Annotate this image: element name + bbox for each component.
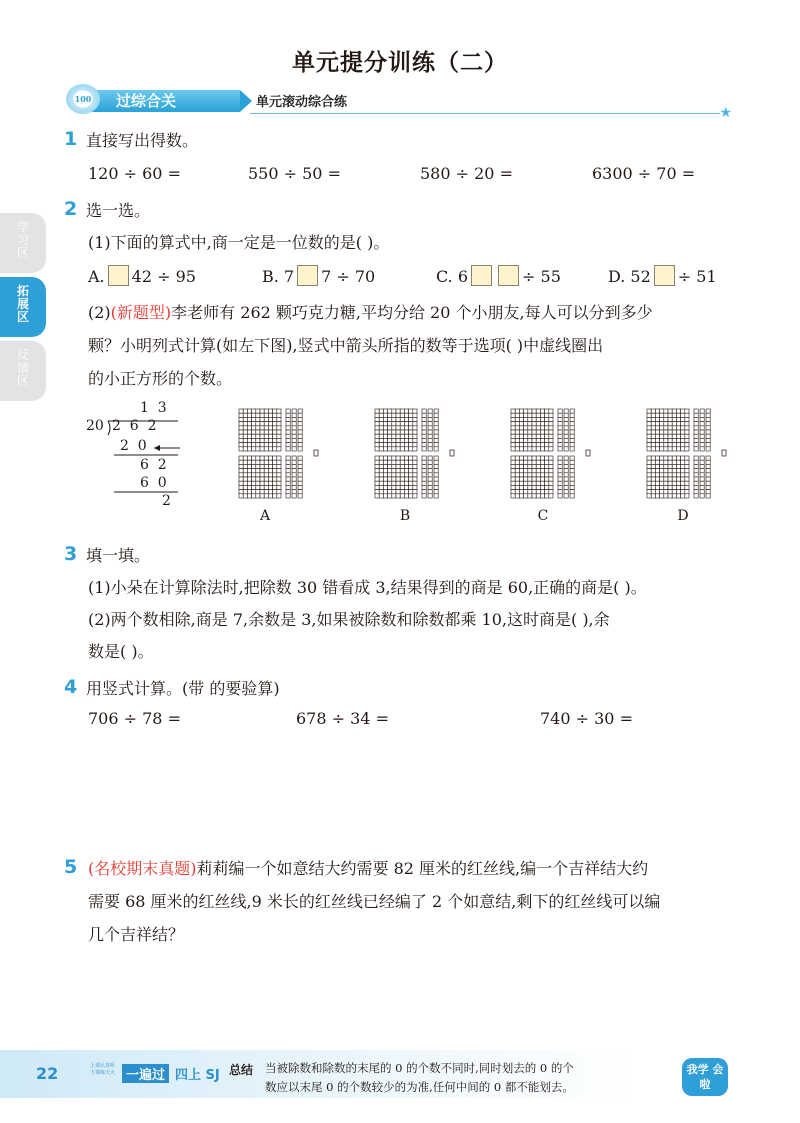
q1-item-1: 120 ÷ 60 =: [88, 164, 181, 183]
ten-rod: [286, 409, 290, 451]
ten-rod: [694, 456, 698, 498]
section-banner: [60, 88, 732, 121]
q5-line-1: (名校期末真题)莉莉编一个如意结大约需要 82 厘米的红丝线,编一个吉祥结大约: [88, 859, 649, 878]
q4-item-2: 678 ÷ 34 =: [296, 709, 389, 728]
ten-rod: [558, 456, 562, 498]
question-1-text: 直接写出得数。: [86, 131, 199, 150]
question-number-3: 3: [64, 543, 78, 565]
q2-part-1: (1)下面的算式中,商一定是一位数的是( )。: [88, 233, 390, 252]
tab-feedback[interactable]: 反馈区: [0, 341, 46, 401]
blank-box[interactable]: [498, 265, 519, 286]
ld-dividend: 2 6 2: [112, 418, 157, 434]
q2-option-b: B. 7 7 ÷ 70: [262, 267, 376, 286]
ten-rod: [706, 409, 710, 451]
choice-d-label: D: [677, 508, 689, 524]
ten-rod: [286, 456, 290, 498]
exam-tag: (名校期末真题): [88, 859, 197, 878]
ten-rod: [298, 456, 302, 498]
q4-item-1: 706 ÷ 78 =: [88, 709, 181, 728]
hundred-block: [239, 409, 281, 451]
ten-rod: [694, 409, 698, 451]
hundred-block: [511, 409, 553, 451]
summary-label: 总结: [229, 1063, 254, 1077]
banner-subtitle: 单元滚动综合练: [256, 95, 348, 110]
ten-rod: [700, 456, 704, 498]
ten-rod: [570, 456, 574, 498]
ten-rod: [422, 456, 426, 498]
unit-cube: [586, 450, 590, 456]
q5-line-3: 几个吉祥结？: [88, 925, 185, 944]
ten-rod: [570, 409, 574, 451]
page-title: 单元提分训练（二）: [292, 49, 508, 76]
ten-rod: [564, 456, 568, 498]
ten-rod: [298, 409, 302, 451]
ld-row-3: 6 0: [140, 475, 167, 491]
q2-option-c: C. 6 ÷ 55: [436, 267, 561, 286]
hundred-block: [647, 456, 689, 498]
ten-rod: [558, 409, 562, 451]
hundred-block: [375, 456, 417, 498]
page-number: 22: [36, 1064, 59, 1083]
new-type-tag: (新题型): [110, 303, 172, 322]
q3-part-1: (1)小朵在计算除法时,把除数 30 错看成 3,结果得到的商是 60,正确的商是( )。: [88, 578, 647, 597]
question-number-1: 1: [64, 128, 78, 150]
q2-part-2-line-3: 的小正方形的个数。: [88, 369, 233, 388]
unit-cube: [314, 450, 318, 456]
ld-divisor: 20: [86, 418, 104, 434]
q4-item-3: 740 ÷ 30 =: [540, 709, 633, 728]
question-number-4: 4: [64, 676, 78, 698]
choice-c-label: C: [537, 508, 549, 524]
long-division: [86, 400, 186, 509]
ld-row-2: 6 2: [140, 457, 167, 473]
choice-b-figure: [374, 408, 484, 504]
ten-rod: [434, 456, 438, 498]
banner-divider: [250, 113, 720, 114]
blank-box[interactable]: [471, 265, 492, 286]
ten-rod: [700, 409, 704, 451]
unit-cube: [722, 450, 726, 456]
ten-rod: [428, 409, 432, 451]
q2-part-2-line-2: 颗？小明列式计算(如左下图),竖式中箭头所指的数等于选项( )中虚线圈出: [88, 336, 604, 355]
ten-rod: [428, 456, 432, 498]
brand-name: 一遍过: [122, 1064, 169, 1083]
choice-c-figure: [510, 408, 620, 504]
hundred-block: [511, 456, 553, 498]
ten-rod: [564, 409, 568, 451]
ld-remainder: 2: [162, 493, 171, 509]
choice-b-label: B: [399, 508, 411, 524]
summary-text: 当被除数和除数的末尾的 0 的个数不同时,同时划去的 0 的个 数应以末尾 0 的个数较少的为准,任何中间的 0 都不能划去。: [265, 1061, 574, 1094]
page-footer: [0, 1050, 800, 1098]
q3-part-2-line-1: (2)两个数相除,商是 7,余数是 3,如果被除数和除数都乘 10,这时商是( ),余: [88, 610, 610, 629]
grade-label: 四上 SJ: [175, 1068, 220, 1083]
question-4-text: 用竖式计算。(带 的要验算): [86, 679, 280, 698]
ten-rod: [706, 456, 710, 498]
question-3-text: 填一填。: [86, 546, 151, 565]
question-2-text: 选一选。: [86, 201, 151, 220]
q5-line-2: 需要 68 厘米的红丝线,9 米长的红丝线已经编了 2 个如意结,剩下的红丝线可以编: [88, 892, 661, 911]
ten-rod: [434, 409, 438, 451]
choice-d-figure: [646, 408, 756, 504]
hundred-block: [647, 409, 689, 451]
q1-item-2: 550 ÷ 50 =: [248, 164, 341, 183]
badge-100-icon: 100: [66, 84, 100, 114]
question-number-2: 2: [64, 198, 78, 220]
brand-slogan: 上课认真听 下课练天天: [90, 1063, 116, 1076]
blank-box[interactable]: [108, 265, 129, 286]
learned-stamp: 我学 会啦: [682, 1058, 728, 1096]
ten-rod: [292, 456, 296, 498]
ld-quotient: 1 3: [140, 400, 167, 416]
unit-cube: [450, 450, 454, 456]
hundred-block: [375, 409, 417, 451]
choice-a-figure: [238, 408, 348, 504]
side-tabs: [0, 213, 46, 403]
tab-extend[interactable]: 拓展区: [0, 277, 46, 337]
ten-rod: [292, 409, 296, 451]
q3-part-2-line-2: 数是( )。: [88, 642, 154, 661]
star-icon: ★: [719, 105, 732, 121]
hundred-block: [239, 456, 281, 498]
question-number-5: 5: [64, 856, 78, 878]
q2-option-d: D. 52 ÷ 51: [608, 267, 717, 286]
q2-part-2-line-1: (2)(新题型)李老师有 262 颗巧克力糖,平均分给 20 个小朋友,每人可以分到多少: [88, 303, 653, 322]
q1-item-4: 6300 ÷ 70 =: [592, 164, 696, 183]
choice-a-label: A: [259, 508, 271, 524]
blank-box[interactable]: [297, 265, 318, 286]
blank-box[interactable]: [654, 265, 675, 286]
tab-study[interactable]: 学习区: [0, 213, 46, 273]
ld-row-1: 2 0: [120, 438, 147, 454]
ld-lines: [86, 404, 186, 508]
q1-item-3: 580 ÷ 20 =: [420, 164, 513, 183]
banner-label: 过综合关: [82, 90, 240, 112]
q2-option-a: A. 42 ÷ 95: [88, 267, 196, 286]
ten-rod: [422, 409, 426, 451]
